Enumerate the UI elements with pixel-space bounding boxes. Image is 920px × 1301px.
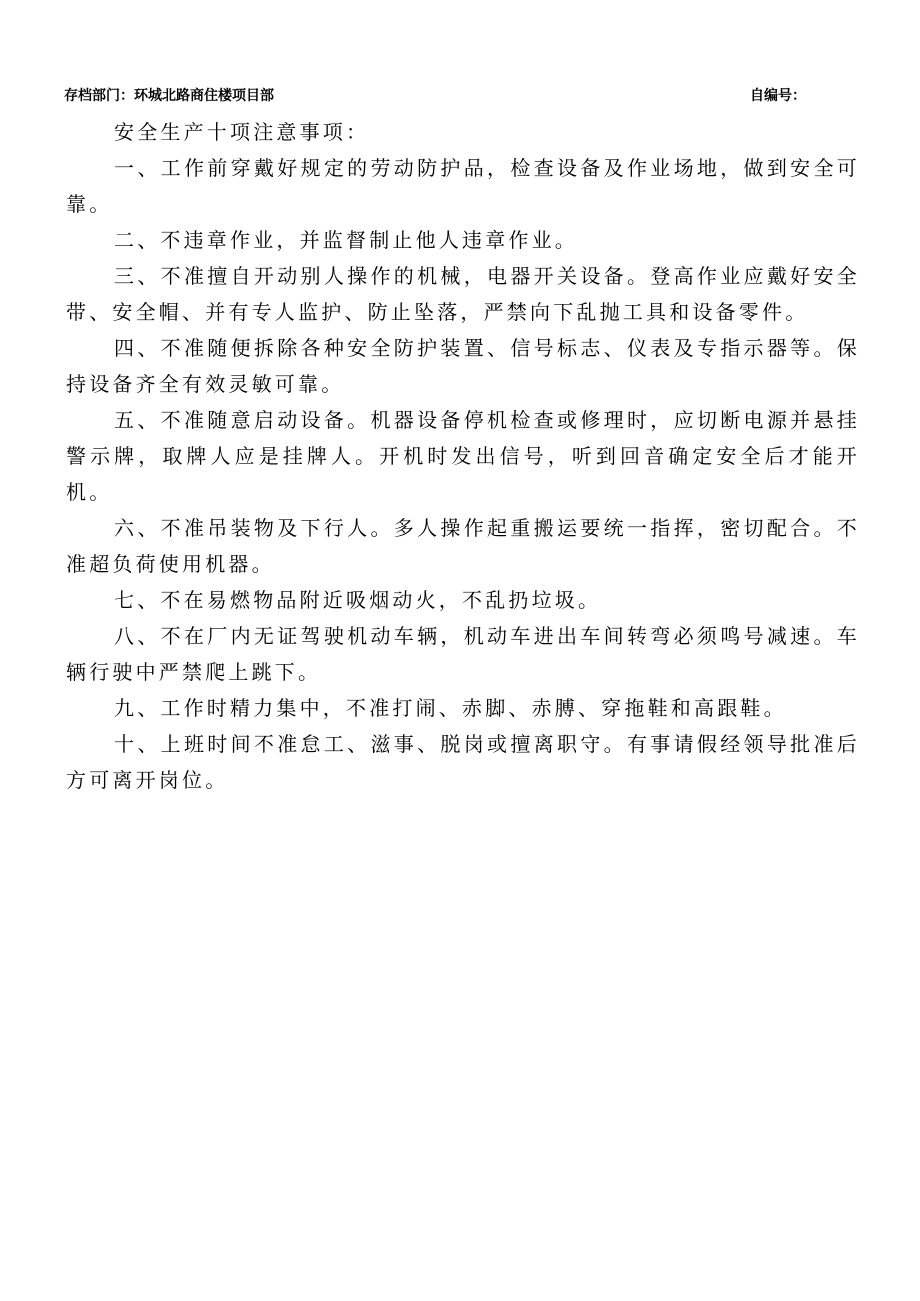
- safety-item-4: 四、不准随便拆除各种安全防护装置、信号标志、仪表及专指示器等。保持设备齐全有效灵敏可靠。: [66, 336, 860, 396]
- document-heading: 安全生产十项注意事项：: [114, 120, 370, 144]
- safety-item-8: 八、不在厂内无证驾驶机动车辆，机动车进出车间转弯必须鸣号减速。车辆行驶中严禁爬上跳下。: [66, 624, 860, 684]
- serial-number-label: 自编号：: [750, 88, 806, 104]
- safety-items-list: [66, 150, 860, 798]
- safety-item-1: 一、工作前穿戴好规定的劳动防护品，检查设备及作业场地，做到安全可靠。: [66, 156, 860, 216]
- safety-item-7: 七、不在易燃物品附近吸烟动火，不乱扔垃圾。: [114, 588, 602, 612]
- safety-item-9: 九、工作时精力集中，不准打闹、赤脚、赤膊、穿拖鞋和高跟鞋。: [114, 696, 787, 720]
- safety-item-2: 二、不违章作业，并监督制止他人违章作业。: [114, 228, 578, 252]
- document-body: [66, 114, 860, 798]
- archive-department-label: 存档部门：环城北路商住楼项目部: [64, 88, 274, 104]
- page-header: [64, 86, 806, 106]
- safety-item-5: 五、不准随意启动设备。机器设备停机检查或修理时，应切断电源并悬挂警示牌，取牌人应是挂牌人。开机时发出信号，听到回音确定安全后才能开机。: [66, 408, 860, 504]
- safety-item-6: 六、不准吊装物及下行人。多人操作起重搬运要统一指挥，密切配合。不准超负荷使用机器。: [66, 516, 860, 576]
- safety-item-3: 三、不准擅自开动别人操作的机械，电器开关设备。登高作业应戴好安全带、安全帽、并有专人监护、防止坠落，严禁向下乱抛工具和设备零件。: [66, 264, 860, 324]
- safety-item-10: 十、上班时间不准怠工、滋事、脱岗或擅离职守。有事请假经领导批准后方可离开岗位。: [66, 732, 860, 792]
